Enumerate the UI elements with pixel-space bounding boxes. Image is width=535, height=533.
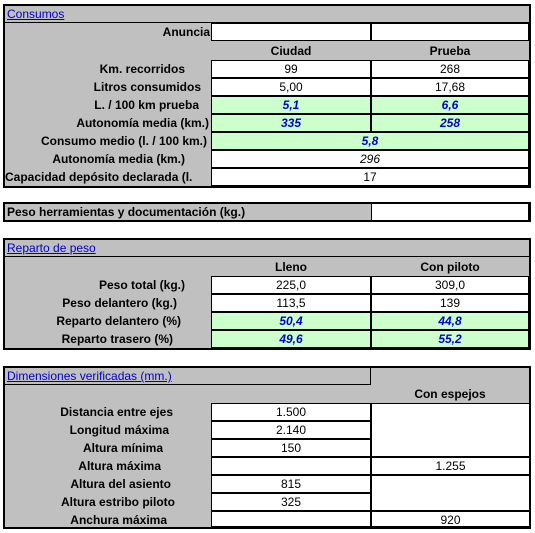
dimensiones-title-link[interactable]: Dimensiones verificadas (mm.) [7, 369, 172, 383]
peso-herramientas-label: Peso herramientas y documentación (kg.) [7, 205, 246, 219]
consumos-title-link[interactable]: Consumos [7, 7, 65, 21]
reparto-trasero-piloto-cell[interactable]: 55,2 [371, 330, 529, 348]
reparto-trasero-label: Reparto trasero (%) [61, 332, 173, 346]
col-prueba-header: Prueba [429, 44, 471, 58]
consumo-medio-cell[interactable]: 5,8 [211, 132, 529, 150]
autonomia-ciudad-cell[interactable]: 335 [211, 114, 371, 132]
espejos-upper-block [371, 403, 529, 457]
anuncia-label: Anuncia [162, 25, 210, 39]
anchura-maxima-cell[interactable] [211, 511, 371, 527]
peso-delantero-label: Peso delantero (kg.) [62, 296, 177, 310]
altura-minima-label: Altura mínima [82, 441, 163, 455]
reparto-title-link[interactable]: Reparto de peso [7, 241, 96, 255]
consumos-header [5, 6, 529, 23]
distancia-ejes-cell[interactable]: 1.500 [211, 403, 371, 421]
anuncia-prueba-cell[interactable] [371, 23, 529, 41]
reparto-delantero-label: Reparto delantero (%) [56, 314, 181, 328]
altura-estribo-label: Altura estribo piloto [61, 495, 175, 509]
peso-herramientas-table [3, 202, 531, 222]
litros-prueba-cell[interactable]: 17,68 [371, 78, 529, 96]
peso-herramientas-cell[interactable] [371, 203, 529, 221]
espejos-lower-block [371, 475, 529, 511]
dimensiones-header [5, 368, 371, 385]
reparto-delantero-lleno-cell[interactable]: 50,4 [211, 312, 371, 330]
peso-total-label: Peso total (kg.) [98, 278, 185, 292]
altura-estribo-cell[interactable]: 325 [211, 493, 371, 511]
capacidad-cell[interactable]: 17 [211, 168, 529, 186]
reparto-trasero-lleno-cell[interactable]: 49,6 [211, 330, 371, 348]
altura-maxima-label: Altura máxima [78, 459, 161, 473]
altura-asiento-label: Altura del asiento [70, 477, 171, 491]
altura-maxima-espejos-cell[interactable]: 1.255 [371, 457, 529, 475]
capacidad-label: Capacidad depósito declarada (l. [5, 170, 193, 184]
distancia-ejes-label: Distancia entre ejes [60, 405, 173, 419]
autonomia-media-cell[interactable]: 296 [211, 150, 529, 168]
peso-total-lleno-cell[interactable]: 225,0 [211, 276, 371, 294]
km-ciudad-cell[interactable]: 99 [211, 60, 371, 78]
col-lleno-header: Lleno [275, 260, 307, 274]
autonomia-media-label: Autonomía media (km.) [52, 152, 185, 166]
col-espejos-header: Con espejos [414, 387, 486, 401]
peso-delantero-lleno-cell[interactable]: 113,5 [211, 294, 371, 312]
altura-minima-cell[interactable]: 150 [211, 439, 371, 457]
peso-delantero-piloto-cell[interactable]: 139 [371, 294, 529, 312]
reparto-delantero-piloto-cell[interactable]: 44,8 [371, 312, 529, 330]
col-ciudad-header: Ciudad [270, 44, 312, 58]
autonomia-prueba-cell[interactable]: 258 [371, 114, 529, 132]
reparto-table [3, 238, 531, 350]
row-litros-label: Litros consumidos [93, 80, 201, 94]
km-prueba-cell[interactable]: 268 [371, 60, 529, 78]
row-l100-label: L. / 100 km prueba [94, 98, 199, 112]
reparto-header [5, 240, 529, 257]
row-autonomia-label: Autonomía media (km.) [76, 116, 209, 130]
anchura-maxima-label: Anchura máxima [70, 513, 167, 527]
l100-prueba-cell[interactable]: 6,6 [371, 96, 529, 114]
col-piloto-header: Con piloto [420, 260, 480, 274]
peso-total-piloto-cell[interactable]: 309,0 [371, 276, 529, 294]
dimensiones-table [3, 366, 531, 529]
row-km-label: Km. recorridos [99, 62, 185, 76]
altura-maxima-cell[interactable] [211, 457, 371, 475]
litros-ciudad-cell[interactable]: 5,00 [211, 78, 371, 96]
consumos-table [3, 4, 531, 188]
longitud-maxima-cell[interactable]: 2.140 [211, 421, 371, 439]
consumo-medio-label: Consumo medio (l. / 100 km.) [40, 134, 207, 148]
altura-asiento-cell[interactable]: 815 [211, 475, 371, 493]
longitud-maxima-label: Longitud máxima [69, 423, 169, 437]
anchura-maxima-espejos-cell[interactable]: 920 [371, 511, 529, 527]
anuncia-ciudad-cell[interactable] [211, 23, 371, 41]
l100-ciudad-cell[interactable]: 5,1 [211, 96, 371, 114]
